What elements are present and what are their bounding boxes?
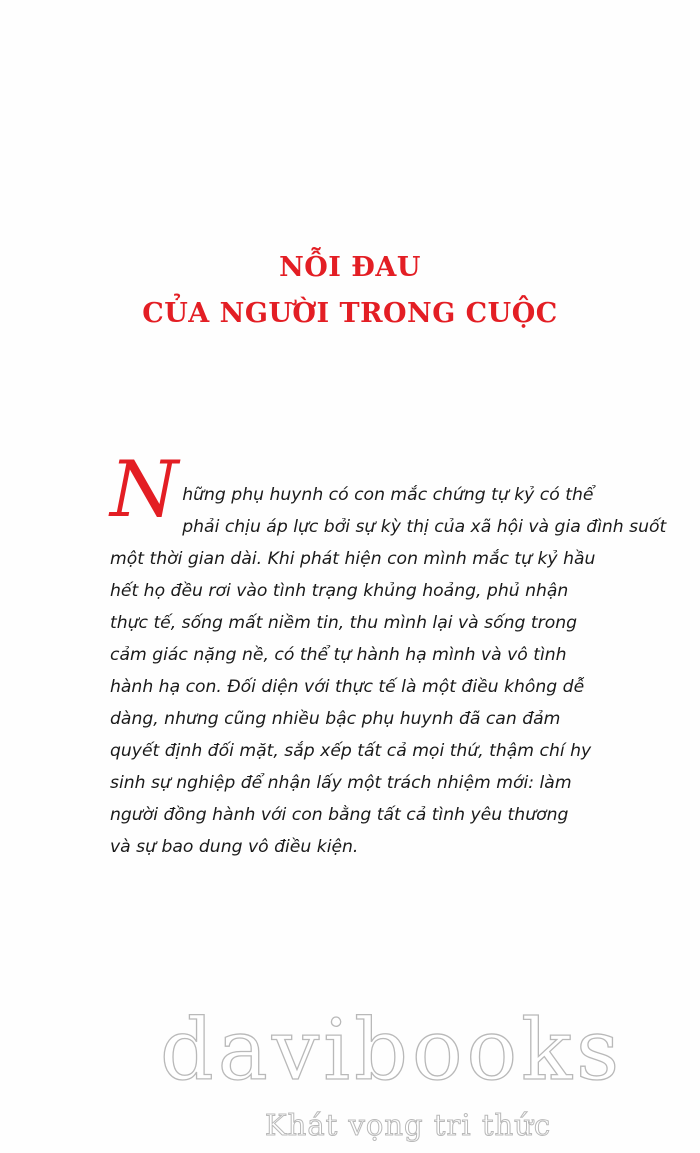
paragraph-line: hành hạ con. Đối diện với thực tế là một điều không dễ (110, 677, 585, 697)
paragraph-line: hết họ đều rơi vào tình trạng khủng hoảng, phủ nhận (110, 581, 569, 601)
drop-cap: N (110, 445, 179, 535)
paragraph-line: hững phụ huynh có con mắc chứng tự kỷ có thể (182, 485, 594, 505)
paragraph-line: người đồng hành với con bằng tất cả tình yêu thương (110, 805, 569, 825)
paragraph-line: và sự bao dung vô điều kiện. (110, 837, 359, 857)
body-paragraph (110, 445, 667, 863)
paragraph-line: một thời gian dài. Khi phát hiện con mình mắc tự kỷ hầu (110, 549, 596, 569)
paragraph-line: cảm giác nặng nề, có thể tự hành hạ mình và vô tình (110, 645, 567, 665)
paragraph-line: quyết định đối mặt, sắp xếp tất cả mọi thứ, thậm chí hy (110, 741, 592, 761)
watermark-brand: davibooks (160, 1001, 624, 1099)
paragraph-line: phải chịu áp lực bởi sự kỳ thị của xã hội và gia đình suốt (182, 517, 667, 537)
chapter-title-line-2: CỦA NGƯỜI TRONG CUỘC (142, 298, 558, 329)
paragraph-line: sinh sự nghiệp để nhận lấy một trách nhiệm mới: làm (110, 773, 572, 793)
paragraph-line: thực tế, sống mất niềm tin, thu mình lại và sống trong (110, 613, 578, 633)
paragraph-line: dàng, nhưng cũng nhiều bậc phụ huynh đã can đảm (110, 709, 561, 729)
chapter-title-line-1: NỖI ĐAU (279, 252, 421, 283)
watermark-tagline: Khát vọng tri thức (265, 1108, 552, 1142)
